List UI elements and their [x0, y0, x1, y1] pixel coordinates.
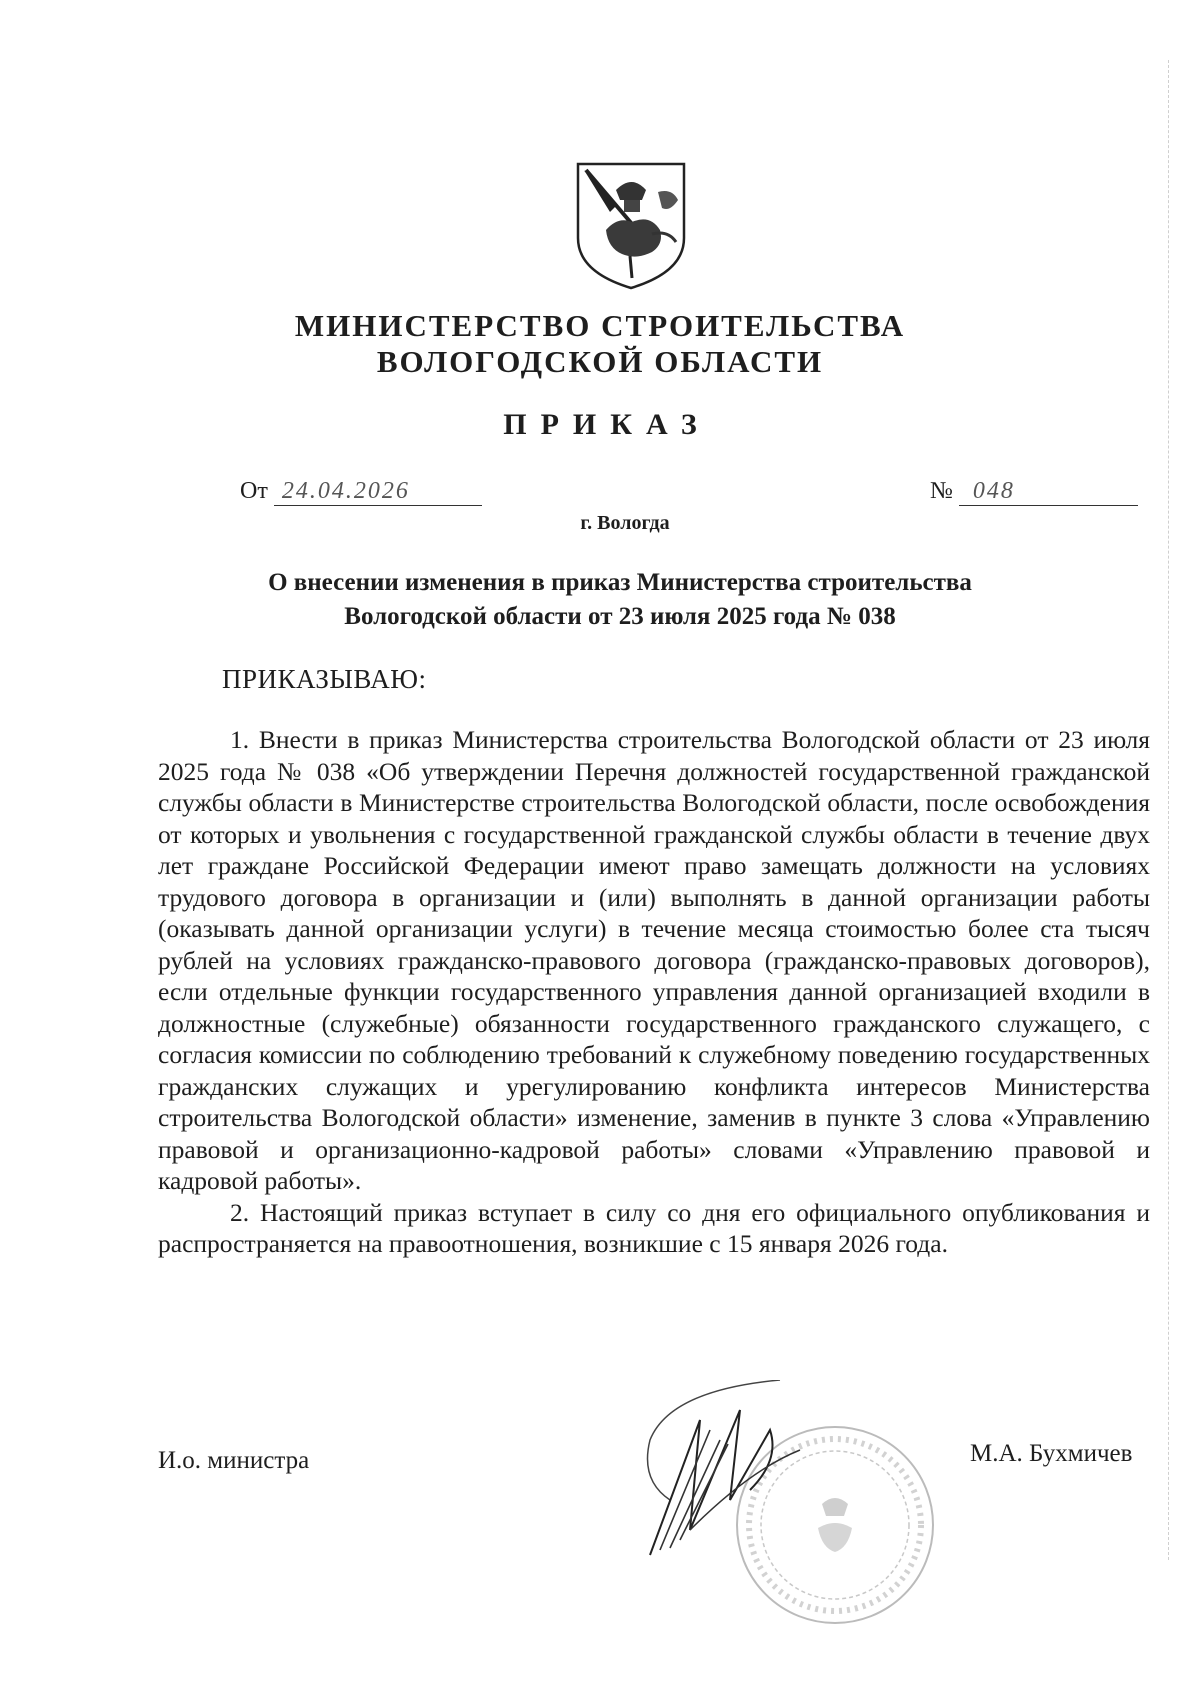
- number-label: №: [930, 478, 953, 504]
- document-body: [158, 724, 1150, 1260]
- signer-role: И.о. министра: [158, 1447, 310, 1474]
- ministry-title-line2: ВОЛОГОДСКОЙ ОБЛАСТИ: [376, 344, 824, 379]
- scan-edge-line: [1168, 60, 1169, 1560]
- number-field: [930, 478, 1138, 506]
- date-value: 24.04.2026: [274, 478, 482, 506]
- handwritten-signature-icon: [630, 1380, 870, 1580]
- paragraph-2: 2. Настоящий приказ вступает в силу со дня его официального опубликования и распространяется на правоотношения, возникшие с 15 января 2026 года.: [158, 1197, 1150, 1258]
- subject-line2: Вологодской области от 23 июля 2025 года № 038: [344, 603, 896, 630]
- city-label: г. Вологда: [580, 512, 670, 534]
- document-subject: [160, 566, 1080, 634]
- date-label: От: [240, 478, 268, 504]
- ministry-title-line1: МИНИСТЕРСТВО СТРОИТЕЛЬСТВА: [294, 308, 906, 343]
- signer-name: М.А. Бухмичев: [970, 1440, 1133, 1467]
- number-value: 048: [959, 478, 1138, 506]
- date-field: [240, 478, 482, 506]
- order-heading: ПРИКАЗЫВАЮ:: [222, 664, 427, 694]
- document-type: ПРИКАЗ: [503, 408, 711, 441]
- ministry-title: [0, 308, 1200, 380]
- subject-line1: О внесении изменения в приказ Министерства строительства: [268, 569, 972, 596]
- vologda-coat-of-arms-icon: [572, 160, 690, 292]
- paragraph-1: 1. Внести в приказ Министерства строительства Вологодской области от 23 июля 2025 года № 038 «Об утверждении Перечня должностей государственной гражданской службы области в Министерстве строительства Вологодской области, после освобождения от которых и увольнения с государственной гражданской службы области в течение двух лет граждане Российской Федерации имеют право замещать должности на условиях трудового договора в организации и (или) выполнять в данной организации работы (оказывать данной организации услуги) в течение месяца стоимостью более ста тысяч рублей на условиях гражданско-правового договора (гражданско-правовых договоров), если отдельные функции государственного управления данной организацией входили в должностные (служебные) обязанности государственного гражданского служащего, с согласия комиссии по соблюдению требований к служебному поведению государственных гражданских служащих и урегулированию конфликта интересов Министерства строительства Вологодской области» изменение, заменив в пункте 3 слова «Управлению правовой и организационно-кадровой работы» словами «Управлению правовой и кадровой работы».: [158, 725, 1150, 1195]
